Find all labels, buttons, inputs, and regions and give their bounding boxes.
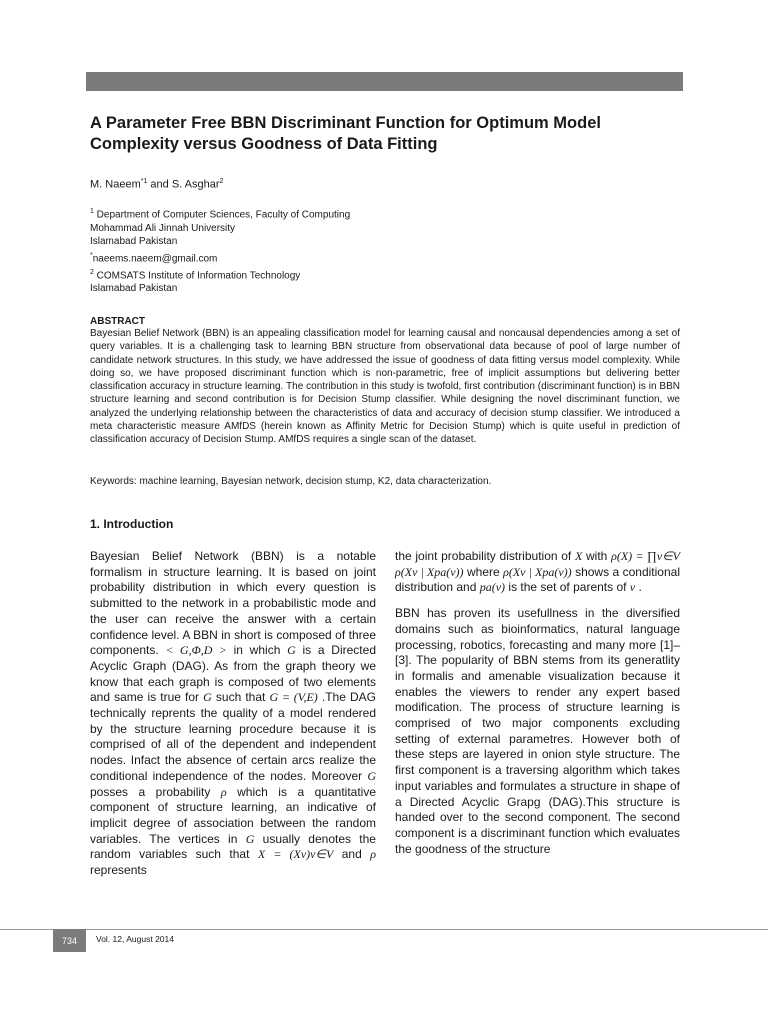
text-run: the joint probability distribution of — [395, 549, 575, 563]
affiliation-mark: 1 — [90, 208, 94, 215]
math-expression: G — [367, 768, 376, 783]
text-run: where — [463, 564, 504, 579]
text-run: such that — [211, 690, 270, 705]
math-expression: ρ(X) = ∏v∈V ρ(Xv | Xpa(v)) — [395, 549, 680, 579]
author-connector: and — [147, 178, 172, 191]
author-name: S. Asghar — [171, 178, 220, 191]
math-expression: < G,Φ,D > — [165, 643, 227, 658]
text-run: posses a probability — [90, 784, 221, 799]
abstract-heading: ABSTRACT — [90, 316, 145, 327]
keywords: Keywords: machine learning, Bayesian network, decision stump, K2, data characterization. — [90, 476, 492, 487]
email-address[interactable]: naeems.naeem@gmail.com — [92, 253, 218, 265]
affiliation-institute: COMSATS Institute of Information Technology — [93, 269, 301, 281]
math-expression: pa(v) — [479, 580, 506, 595]
author-line — [90, 178, 223, 191]
affiliation-dept: Department of Computer Sciences, Faculty of Computing — [93, 209, 351, 221]
text-run: Bayesian Belief Network (BBN) is a notable formalism in structure learning. It is based on joint probability distribution in which every question is submitted to the network in a probabilistic mode and the user can receive the answer with a certain confidence level. A BBN in short is composed of three components. — [90, 549, 376, 658]
intro-paragraph — [395, 549, 680, 596]
affiliation-city: Islamabad Pakistan — [90, 236, 178, 248]
left-column — [90, 549, 376, 879]
math-expression: X = (Xv)v∈V — [257, 847, 334, 862]
paper-title: A Parameter Free BBN Discriminant Function for Optimum Model Complexity versus Goodness of Data Fitting — [90, 114, 601, 153]
text-run: which is a quantitative component of structure learning, an indicative of implicit degree of association between the random variables. The vertices in — [90, 784, 376, 846]
header-bar — [86, 72, 683, 91]
footer-rule — [0, 929, 768, 930]
intro-paragraph: BBN has proven its usefullness in the diversified domains such as bioinformatics, natural language processing, robotics, forecasting and many more [1]–[3]. The popularity of BBN stems from its generatlity in formalis and amenable visualization because it enables the viewers to render any expert based modification. The process of structure learning is comprised of two major components excluding setting of external parametres. However both of these steps are layered in onion style structure. The first component is a traversing algorithm which takes input variables and formulates a structure in shape of a Directed Acyclic Grapg (DAG).This structure is handed over to the second component. The second component is a discriminant function which evaluates the goodness of the structure — [395, 606, 680, 856]
abstract-body: Bayesian Belief Network (BBN) is an appealing classification model for learning causal and noncausal dependencies among a set of query variables. It is a challenging task to learning BBN structure from observational data because of pool of large number of candidate network structures. In this study, we have addressed the issue of goodness of data fitting versus model complexity. While doing so, we have proposed discriminant function which is non-parametric, free of implicit assumptions but delivering better classification accuracy in structure learning. The contribution in this study is twofold, first contribution (discriminant function) is in BBN structure learning and second contribution is for Decision Stump classifier. While designing the novel discriminant function, we analyzed the underlying relationship between the characteristics of data and accuracy of decision stump classifier. We introduced a meta characteristic measure AMfDS (herein known as Affinity Metric for Decision Stump) which is quite useful in prediction of classification accuracy of Decision Stump. AMfDS requires a single scan of the dataset. — [90, 328, 680, 446]
math-expression: ρ — [220, 784, 227, 799]
text-run: . — [635, 580, 642, 595]
issue-label: Vol. 12, August 2014 — [96, 934, 174, 944]
text-run: .The DAG technically reprents the quality of a model rendered by the structure learning procedure because it is comprised of all of the dependent and independent nodes. Infact the absence of certain arcs realize the conditional independence of the nodes. Moreover — [90, 690, 376, 783]
math-expression: X — [574, 549, 583, 563]
math-expression: G — [287, 643, 296, 658]
affiliation-mark: 2 — [90, 268, 94, 276]
text-run: is the set of parents of — [505, 580, 630, 595]
affiliation-line — [90, 205, 490, 222]
right-column — [395, 549, 680, 857]
author-name: M. Naeem — [90, 178, 141, 191]
math-expression: ρ — [370, 847, 376, 862]
affiliations — [90, 205, 490, 296]
text-run: and — [333, 847, 371, 862]
author-mark: 2 — [219, 178, 224, 185]
math-expression: G — [203, 690, 212, 705]
email-line — [90, 249, 490, 266]
page-number: 734 — [53, 929, 86, 952]
author-mark: *1 — [140, 178, 148, 185]
intro-paragraph — [90, 549, 376, 879]
email-mark: * — [90, 251, 93, 259]
affiliation-university: Mohammad Ali Jinnah University — [90, 222, 236, 234]
section-heading: 1. Introduction — [90, 517, 174, 531]
text-run: in which — [226, 643, 288, 658]
math-expression: G — [245, 831, 255, 846]
text-run: usually denotes the random variables such that — [90, 831, 376, 862]
text-run: shows a conditional distribution and — [395, 564, 680, 595]
text-run: is a Directed Acyclic Graph (DAG). As from the graph theory we know that each graph is composed of two elements and same is true for — [90, 643, 376, 705]
text-run: with — [582, 549, 612, 563]
affiliation-city: Islamabad Pakistan — [90, 283, 178, 295]
affiliation-line — [90, 266, 490, 283]
math-expression: v — [629, 580, 636, 595]
text-run: represents — [90, 863, 147, 878]
math-expression: G = (V,E) — [269, 690, 318, 705]
math-expression: ρ(Xv | Xpa(v)) — [503, 564, 572, 579]
